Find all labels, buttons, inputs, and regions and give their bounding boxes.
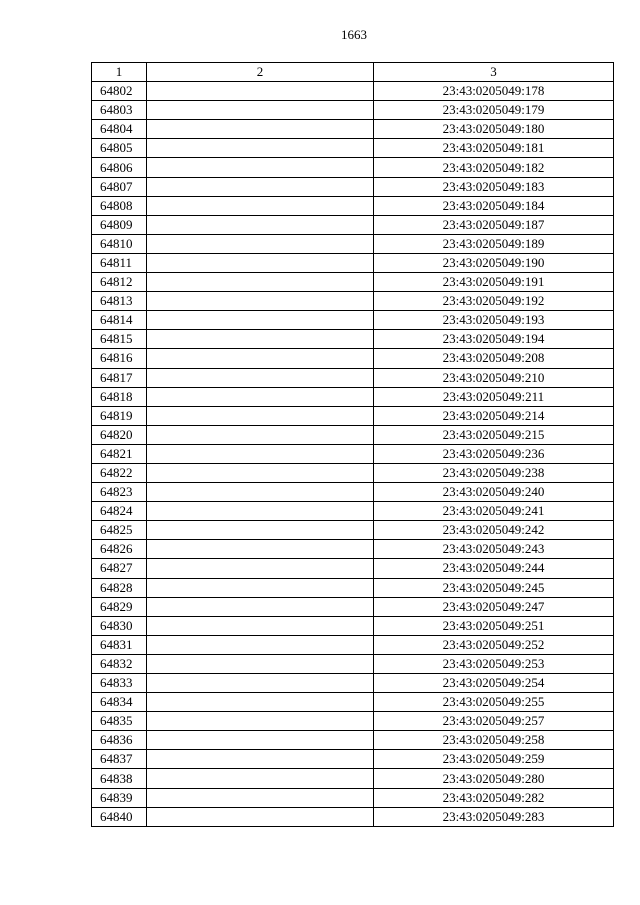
row-name-cell — [147, 807, 374, 826]
table-row — [92, 444, 614, 463]
row-number-cell: 64819 — [92, 406, 147, 425]
cadastral-number-cell: 23:43:0205049:183 — [374, 177, 614, 196]
cadastral-number-cell: 23:43:0205049:215 — [374, 425, 614, 444]
cadastral-number-cell: 23:43:0205049:236 — [374, 444, 614, 463]
table-row — [92, 578, 614, 597]
cadastral-number-cell: 23:43:0205049:252 — [374, 635, 614, 654]
cadastral-number-cell: 23:43:0205049:251 — [374, 616, 614, 635]
register-table — [91, 62, 614, 827]
table-row — [92, 769, 614, 788]
cadastral-number-cell: 23:43:0205049:214 — [374, 406, 614, 425]
row-number-cell: 64816 — [92, 349, 147, 368]
row-number-cell: 64806 — [92, 158, 147, 177]
row-number-cell: 64836 — [92, 731, 147, 750]
row-name-cell — [147, 234, 374, 253]
row-name-cell — [147, 292, 374, 311]
table-row — [92, 654, 614, 673]
cadastral-number-cell: 23:43:0205049:283 — [374, 807, 614, 826]
table-row — [92, 693, 614, 712]
table-row — [92, 750, 614, 769]
header-row — [92, 63, 614, 82]
table-row — [92, 406, 614, 425]
table-row — [92, 139, 614, 158]
cadastral-number-cell: 23:43:0205049:253 — [374, 654, 614, 673]
row-number-cell: 64802 — [92, 82, 147, 101]
cadastral-number-cell: 23:43:0205049:189 — [374, 234, 614, 253]
cadastral-number-cell: 23:43:0205049:242 — [374, 521, 614, 540]
column-header-3: 3 — [374, 63, 614, 82]
table-row — [92, 788, 614, 807]
row-name-cell — [147, 731, 374, 750]
cadastral-number-cell: 23:43:0205049:280 — [374, 769, 614, 788]
cadastral-number-cell: 23:43:0205049:178 — [374, 82, 614, 101]
row-name-cell — [147, 616, 374, 635]
table-row — [92, 712, 614, 731]
cadastral-number-cell: 23:43:0205049:244 — [374, 559, 614, 578]
row-number-cell: 64835 — [92, 712, 147, 731]
table-row — [92, 368, 614, 387]
row-number-cell: 64811 — [92, 253, 147, 272]
cadastral-number-cell: 23:43:0205049:184 — [374, 196, 614, 215]
row-number-cell: 64820 — [92, 425, 147, 444]
row-number-cell: 64821 — [92, 444, 147, 463]
table-row — [92, 253, 614, 272]
row-name-cell — [147, 273, 374, 292]
row-name-cell — [147, 120, 374, 139]
table-row — [92, 425, 614, 444]
row-name-cell — [147, 425, 374, 444]
table-row — [92, 521, 614, 540]
column-header-2: 2 — [147, 63, 374, 82]
cadastral-number-cell: 23:43:0205049:243 — [374, 540, 614, 559]
row-number-cell: 64823 — [92, 483, 147, 502]
row-number-cell: 64810 — [92, 234, 147, 253]
row-name-cell — [147, 578, 374, 597]
cadastral-number-cell: 23:43:0205049:255 — [374, 693, 614, 712]
row-name-cell — [147, 540, 374, 559]
row-name-cell — [147, 349, 374, 368]
row-name-cell — [147, 463, 374, 482]
cadastral-number-cell: 23:43:0205049:258 — [374, 731, 614, 750]
table-row — [92, 731, 614, 750]
row-number-cell: 64826 — [92, 540, 147, 559]
table-row — [92, 101, 614, 120]
table-row — [92, 177, 614, 196]
cadastral-number-cell: 23:43:0205049:247 — [374, 597, 614, 616]
row-number-cell: 64805 — [92, 139, 147, 158]
cadastral-number-cell: 23:43:0205049:257 — [374, 712, 614, 731]
row-name-cell — [147, 139, 374, 158]
table-row — [92, 616, 614, 635]
cadastral-number-cell: 23:43:0205049:245 — [374, 578, 614, 597]
row-name-cell — [147, 693, 374, 712]
row-name-cell — [147, 158, 374, 177]
cadastral-number-cell: 23:43:0205049:192 — [374, 292, 614, 311]
table-row — [92, 215, 614, 234]
row-number-cell: 64833 — [92, 674, 147, 693]
row-name-cell — [147, 311, 374, 330]
cadastral-number-cell: 23:43:0205049:181 — [374, 139, 614, 158]
row-number-cell: 64838 — [92, 769, 147, 788]
table-row — [92, 234, 614, 253]
table-row — [92, 483, 614, 502]
row-number-cell: 64818 — [92, 387, 147, 406]
row-number-cell: 64840 — [92, 807, 147, 826]
row-name-cell — [147, 502, 374, 521]
row-name-cell — [147, 750, 374, 769]
table-row — [92, 807, 614, 826]
row-name-cell — [147, 330, 374, 349]
row-number-cell: 64831 — [92, 635, 147, 654]
row-name-cell — [147, 368, 374, 387]
row-name-cell — [147, 406, 374, 425]
table-row — [92, 196, 614, 215]
cadastral-number-cell: 23:43:0205049:208 — [374, 349, 614, 368]
row-name-cell — [147, 177, 374, 196]
table-row — [92, 559, 614, 578]
table-row — [92, 463, 614, 482]
table-row — [92, 292, 614, 311]
row-number-cell: 64815 — [92, 330, 147, 349]
cadastral-number-cell: 23:43:0205049:180 — [374, 120, 614, 139]
cadastral-number-cell: 23:43:0205049:194 — [374, 330, 614, 349]
row-name-cell — [147, 483, 374, 502]
cadastral-number-cell: 23:43:0205049:259 — [374, 750, 614, 769]
row-number-cell: 64829 — [92, 597, 147, 616]
row-name-cell — [147, 444, 374, 463]
table-row — [92, 349, 614, 368]
row-name-cell — [147, 101, 374, 120]
row-name-cell — [147, 82, 374, 101]
row-name-cell — [147, 597, 374, 616]
row-name-cell — [147, 769, 374, 788]
cadastral-number-cell: 23:43:0205049:193 — [374, 311, 614, 330]
table-row — [92, 387, 614, 406]
row-name-cell — [147, 196, 374, 215]
cadastral-number-cell: 23:43:0205049:182 — [374, 158, 614, 177]
row-number-cell: 64807 — [92, 177, 147, 196]
row-number-cell: 64809 — [92, 215, 147, 234]
cadastral-number-cell: 23:43:0205049:282 — [374, 788, 614, 807]
cadastral-number-cell: 23:43:0205049:254 — [374, 674, 614, 693]
row-name-cell — [147, 559, 374, 578]
row-name-cell — [147, 521, 374, 540]
row-number-cell: 64817 — [92, 368, 147, 387]
table-row — [92, 273, 614, 292]
row-number-cell: 64812 — [92, 273, 147, 292]
row-number-cell: 64824 — [92, 502, 147, 521]
row-number-cell: 64822 — [92, 463, 147, 482]
row-number-cell: 64803 — [92, 101, 147, 120]
table-row — [92, 502, 614, 521]
row-name-cell — [147, 635, 374, 654]
table-row — [92, 597, 614, 616]
row-number-cell: 64837 — [92, 750, 147, 769]
table-row — [92, 311, 614, 330]
table-row — [92, 158, 614, 177]
row-name-cell — [147, 253, 374, 272]
table-row — [92, 674, 614, 693]
row-name-cell — [147, 788, 374, 807]
table-row — [92, 82, 614, 101]
table-row — [92, 330, 614, 349]
table-header — [92, 63, 614, 82]
table-body — [92, 82, 614, 827]
row-number-cell: 64804 — [92, 120, 147, 139]
row-number-cell: 64834 — [92, 693, 147, 712]
row-number-cell: 64827 — [92, 559, 147, 578]
row-name-cell — [147, 387, 374, 406]
row-number-cell: 64808 — [92, 196, 147, 215]
page-number: 1663 — [341, 27, 367, 42]
row-name-cell — [147, 712, 374, 731]
row-number-cell: 64813 — [92, 292, 147, 311]
cadastral-number-cell: 23:43:0205049:179 — [374, 101, 614, 120]
row-number-cell: 64814 — [92, 311, 147, 330]
cadastral-number-cell: 23:43:0205049:187 — [374, 215, 614, 234]
cadastral-number-cell: 23:43:0205049:191 — [374, 273, 614, 292]
cadastral-number-cell: 23:43:0205049:190 — [374, 253, 614, 272]
table-row — [92, 635, 614, 654]
column-header-1: 1 — [92, 63, 147, 82]
table-row — [92, 540, 614, 559]
cadastral-number-cell: 23:43:0205049:241 — [374, 502, 614, 521]
row-number-cell: 64839 — [92, 788, 147, 807]
cadastral-number-cell: 23:43:0205049:210 — [374, 368, 614, 387]
row-number-cell: 64830 — [92, 616, 147, 635]
cadastral-number-cell: 23:43:0205049:240 — [374, 483, 614, 502]
row-number-cell: 64825 — [92, 521, 147, 540]
row-name-cell — [147, 654, 374, 673]
table-row — [92, 120, 614, 139]
row-number-cell: 64832 — [92, 654, 147, 673]
row-name-cell — [147, 215, 374, 234]
row-number-cell: 64828 — [92, 578, 147, 597]
cadastral-number-cell: 23:43:0205049:211 — [374, 387, 614, 406]
row-name-cell — [147, 674, 374, 693]
cadastral-number-cell: 23:43:0205049:238 — [374, 463, 614, 482]
